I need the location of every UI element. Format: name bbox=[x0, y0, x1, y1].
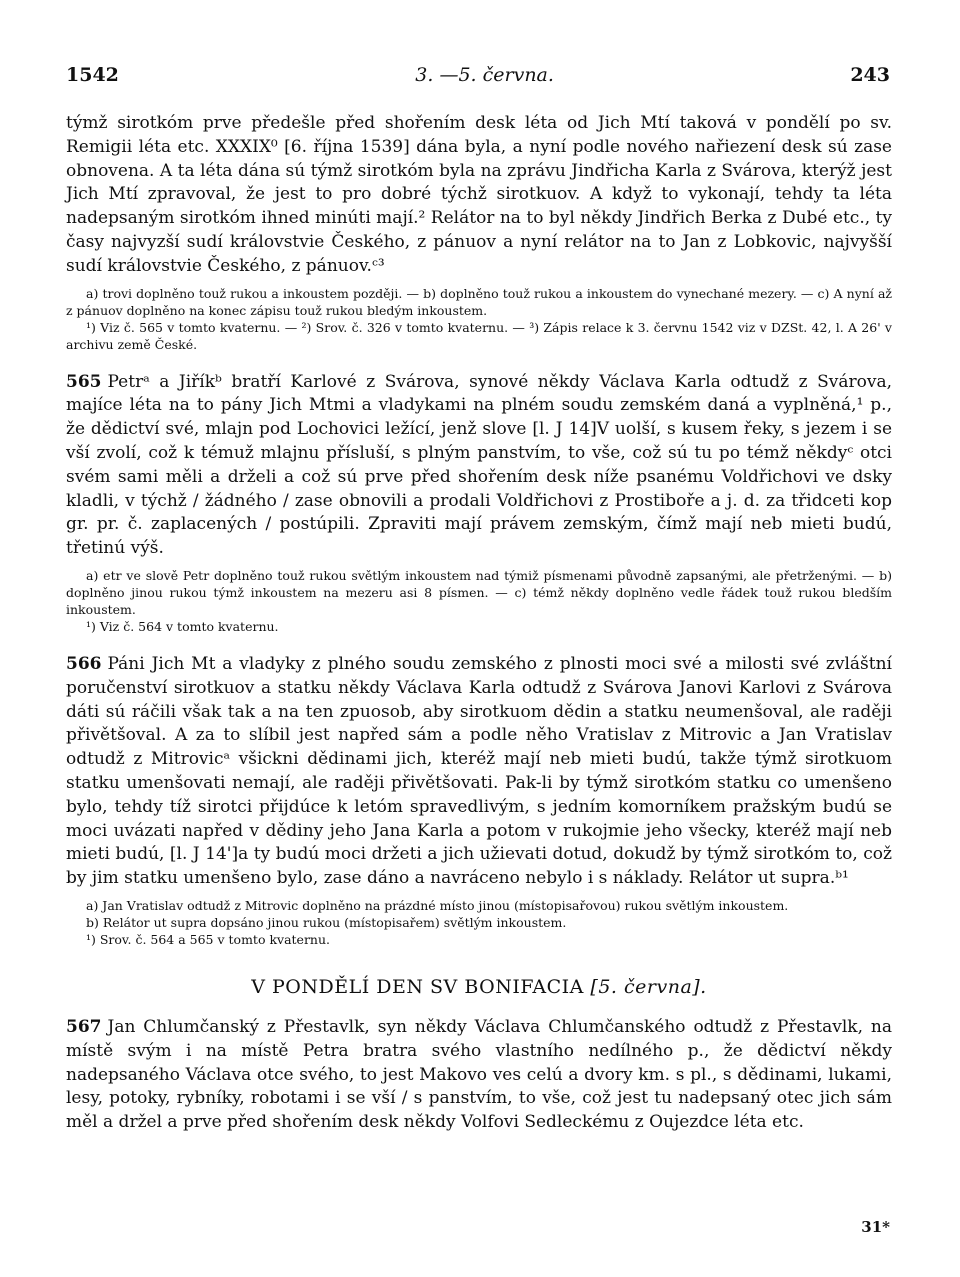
entry-text: 565 Petrᵃ a Jiříkᵇ bratří Karlové z Svárova, synové někdy Václava Karla odtudž z Svárova, majíce léta na to pány Jich Mtmi a vladykami na plném soudu zemském daná a vyplněná,¹ p., že dědictví své, mlajn pod Lochovici ležící, jenž slove [l. J 14]V uolší, s kusem řeky, s jezem i se vší zvolí, což k témuž mlajnu přísluší, s plným panstvím, to vše, což sú tu po témž někdyᶜ otci svém sami měli a drželi a což sú prve před shořením desk níže psanému Voldřichovi ve dsky kladli, v týchž / žádného / zase obnovili a prodali Voldřichovi z Prostiboře a j. d. za třidceti kop gr. pr. č. zaplacených / postúpili. Zpraviti mají právem zemským, čímž mají neb mieti budú, třetinú výš. bbox=[66, 371, 892, 559]
entry-566 bbox=[66, 653, 892, 948]
entry-567 bbox=[66, 1016, 892, 1135]
signature-mark: 31* bbox=[861, 1218, 890, 1236]
footnote: ¹) Viz č. 564 v tomto kvaternu. bbox=[86, 618, 279, 634]
page-content bbox=[66, 112, 892, 1153]
entry-text: 566 Páni Jich Mt a vladyky z plného soudu zemského z plnosti moci své a milosti své zvláštní poručenství sirotkuov a statku někdy Václava Karla odtudž z Svárova Janovi Karlovi z Svárova dáti sú ráčili však tak a na ten zpuosob, aby sirotkuom dědin a statku neumenšoval, ale raději přivětšoval. A za to slíbil jest napřed sám a podle něho Vratislav z Mitrovic a Jan Vratislav odtudž z Mitrovicᵃ všickni dědinami jich, kteréž mají neb mieti budú, takže týmž sirotkuom statku umenšovati nemají, ale raději přivětšovati. Pak-li by týmž sirotkóm statku co umenšeno bylo, tehdy tíž sirotci přijdúce k letóm spravedlivým, s jedním komorníkem pražským budú se moci uvázati napřed v dědiny jeho Jana Karla a potom v rukojmie jeho všecky, kteréž mají neb mieti budú, [l. J 14']a ty budú moci držeti a jich užievati dotud, dokudž by týmž sirotkóm to, což by jim statku umenšeno bylo, zase dáno a navráceno nebylo i s náklady. Relátor ut supra.ᵇ¹ bbox=[66, 653, 892, 889]
entry-continuation bbox=[66, 112, 892, 353]
footnote: a) Jan Vratislav odtudž z Mitrovic doplněno na prázdné místo jinou (místopisařovou) rukou světlým inkoustem. bbox=[86, 897, 789, 913]
page-date: 3. —5. června. bbox=[415, 64, 554, 86]
page-header bbox=[66, 64, 890, 86]
footnotes bbox=[66, 567, 892, 635]
footnotes bbox=[66, 897, 892, 948]
footnote: a) trovi doplněno touž rukou a inkoustem později. — b) doplněno touž rukou a inkoustem do vynechané mezery. — c) A nyní až z pánuov doplněno na konec zápisu touž rukou bledým inkoustem. bbox=[66, 285, 892, 318]
footnote: b) Relátor ut supra dopsáno jinou rukou (místopisařem) světlým inkoustem. bbox=[86, 914, 567, 930]
entry-text: 567 Jan Chlumčanský z Přestavlk, syn někdy Václava Chlumčanského odtudž z Přestavlk, na místě svým i na místě Petra bratra svého vlastního nedílného p., že dědictví někdy nadepsaného Václava otce svého, to jest Makovo ves celú a dvory km. s pl., s dědinami, lukami, lesy, potoky, rybníky, robotami i se vší / s panstvím, to vše, což jest tu nadepsaný otec jich sám měl a držel a prve před shořením desk někdy Volfovi Sedleckému z Oujezdce léta etc. bbox=[66, 1016, 892, 1133]
footnotes bbox=[66, 285, 892, 353]
entry-number: 565 bbox=[66, 371, 102, 392]
footnote: ¹) Srov. č. 564 a 565 v tomto kvaternu. bbox=[86, 931, 331, 947]
footnote: ¹) Viz č. 565 v tomto kvaternu. — ²) Srov. č. 326 v tomto kvaternu. — ³) Zápis relace k 3. červnu 1542 viz v DZSt. 42, l. A 26' v archivu země České. bbox=[66, 319, 892, 352]
section-date: [5. června]. bbox=[590, 975, 707, 998]
section-title-text: V PONDĚLÍ DEN SV BONIFACIA bbox=[251, 975, 584, 998]
footnote: a) etr ve slově Petr doplněno touž rukou světlým inkoustem nad týmiž písmenami původně zapsanými, ale přetrženými. — b) doplněno jinou rukou týmž inkoustem na mezeru asi 8 písmen. — c) témž někdy doplněno vedle řádek touž rukou bledším inkoustem. bbox=[66, 567, 892, 617]
entry-number: 566 bbox=[66, 653, 102, 674]
page-number: 243 bbox=[850, 64, 890, 86]
entry-text: týmž sirotkóm prve předešle před shořením desk léta od Jich Mtí taková v pondělí po sv. Remigii léta etc. XXXIX⁰ [6. října 1539] dána byla, a nyní podle nového nařiezení desk sú zase obnovena. A ta léta dána sú týmž sirotkóm byla na zprávu Jindřicha Karla z Svárova, kterýž jest Jich Mtí zpravoval, že jest to pro dobré týchž sirotkuov. A když to vykonají, tehdy ta léta nadepsaným sirotkóm ihned minúti mají.² Relátor na to byl někdy Jindřich Berka z Dubé etc., ty časy najvyzší sudí královstvie Českého, z pánuov a nyní relátor na to Jan z Lobkovic, najvyšší sudí královstvie Českého, z pánuov.ᶜ³ bbox=[66, 113, 892, 276]
section-title bbox=[66, 976, 892, 998]
entry-565 bbox=[66, 371, 892, 635]
entry-number: 567 bbox=[66, 1016, 102, 1037]
page-year: 1542 bbox=[66, 64, 119, 86]
